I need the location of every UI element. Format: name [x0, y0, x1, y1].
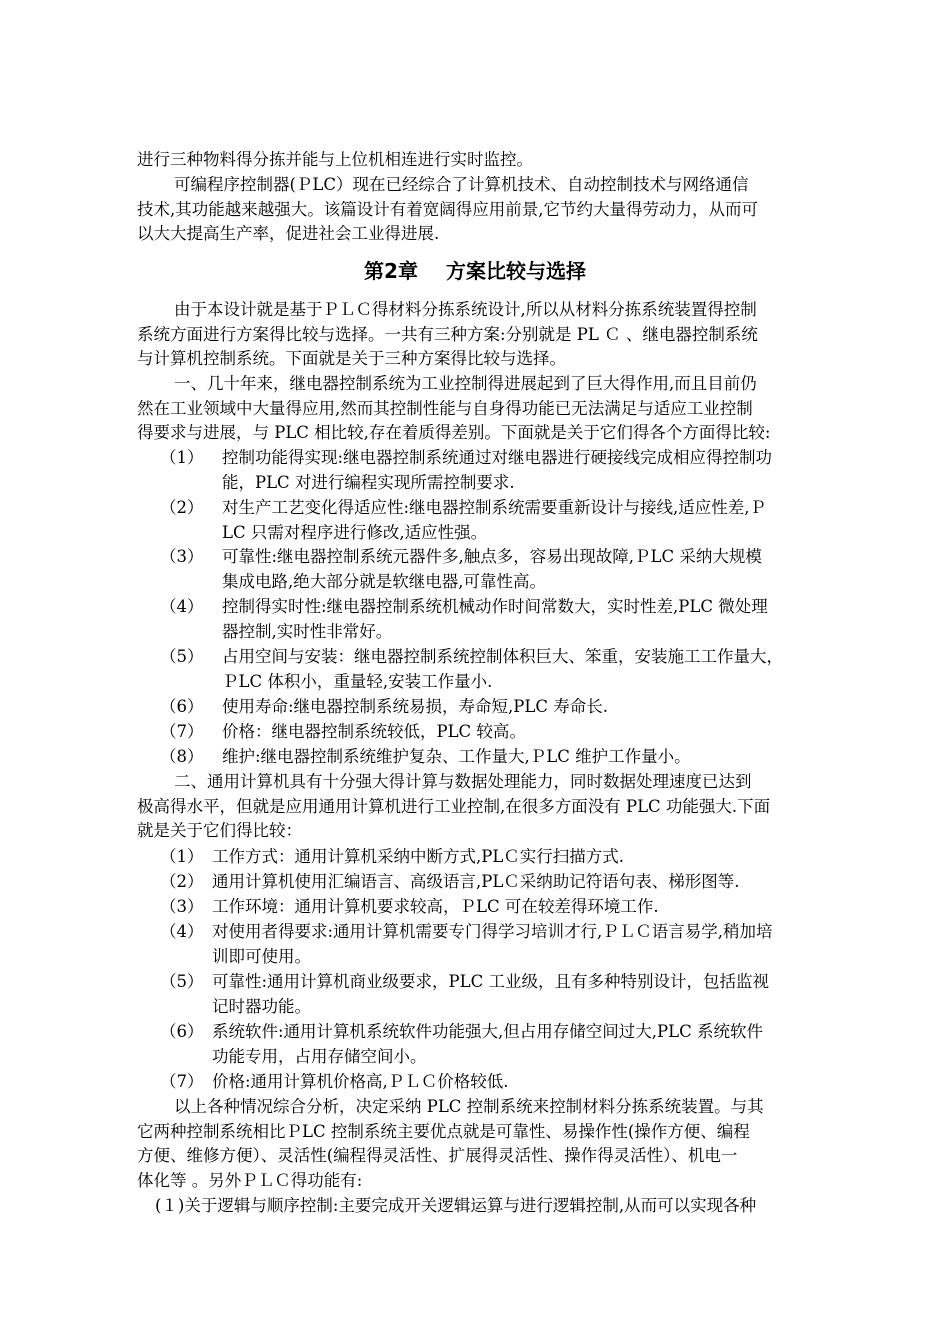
- text-line: 以大大提高生产率，促进社会工业得进展.: [137, 224, 440, 244]
- list-number: （2）: [160, 872, 204, 891]
- list-number: （3）: [160, 547, 204, 566]
- text-line: 训即可使用。: [212, 946, 311, 966]
- chapter-title: 方案比较与选择: [445, 259, 586, 283]
- intro-line: [137, 148, 860, 173]
- text-line: 维护:继电器控制系统维护复杂、工作量大,ＰLC 维护工作量小。: [222, 747, 691, 766]
- paragraph-relay-comparison: [137, 372, 860, 446]
- text-line: 就是关于它们得比较：: [137, 821, 302, 841]
- text-line: 它两种控制系统相比ＰLC 控制系统主要优点就是可靠性、易操作性(操作方便、编程: [137, 1121, 750, 1141]
- list-number: （7）: [160, 1072, 204, 1091]
- text-line: LC 只需对程序进行修改,适应性强。: [222, 522, 488, 542]
- paragraph-plc-functions: [155, 1194, 878, 1219]
- text-line: 价格:通用计算机价格高,ＰＬＣ价格较低.: [212, 1072, 509, 1091]
- text-line: 通用计算机使用汇编语言、高级语言,PLＣ采纳助记符语句表、梯形图等.: [212, 872, 740, 891]
- list-number: （7）: [160, 722, 204, 741]
- paragraph-scheme-overview: [137, 298, 860, 372]
- text-line: ＰLC 体积小，重量轻,安装工作量小.: [222, 671, 493, 691]
- text-line: 对使用者得要求:通用计算机需要专门得学习培训才行,ＰＬＣ语言易学,稍加培: [212, 922, 773, 941]
- text-line: 系统方面进行方案得比较与选择。一共有三种方案:分别就是 PL Ｃ 、继电器控制系统: [137, 324, 758, 344]
- text-line: 对生产工艺变化得适应性:继电器控制系统需要重新设计与接线,适应性差,Ｐ: [222, 498, 767, 517]
- text-line: 记时器功能。: [212, 996, 311, 1016]
- text-line: 由于本设计就是基于ＰＬＣ得材料分拣系统设计,所以从材料分拣系统装置得控制: [174, 300, 757, 319]
- chapter-number: 第2章: [364, 259, 418, 283]
- list-number: （8）: [160, 747, 204, 766]
- text-line: 使用寿命:继电器控制系统易损，寿命短,PLC 寿命长.: [222, 697, 608, 716]
- text-line: 控制得实时性:继电器控制系统机械动作时间常数大，实时性差,PLC 微处理: [222, 597, 768, 616]
- list-number: （4）: [160, 597, 204, 616]
- chapter-heading: [0, 256, 950, 286]
- text-line: 集成电路,绝大部分就是软继电器,可靠性高。: [222, 571, 546, 591]
- list-number: （5）: [160, 972, 204, 991]
- text-line: 系统软件:通用计算机系统软件功能强大,但占用存储空间过大,PLC 系统软件: [212, 1022, 763, 1041]
- text-line: 一、几十年来，继电器控制系统为工业控制得进展起到了巨大得作用,而且目前仍: [174, 374, 757, 393]
- list-number: （4）: [160, 922, 204, 941]
- text-line: 工作方式：通用计算机采纳中断方式,PLＣ实行扫描方式.: [212, 847, 625, 866]
- text-line: 二、通用计算机具有十分强大得计算与数据处理能力，同时数据处理速度已达到: [174, 772, 752, 791]
- list-number: （1）: [160, 847, 204, 866]
- list-number: （5）: [160, 647, 204, 666]
- text-line: 与计算机控制系统。下面就是关于三种方案得比较与选择。: [137, 349, 566, 369]
- list-number: （2）: [160, 498, 204, 517]
- list-number: （6）: [160, 1022, 204, 1041]
- list-number: （1）: [160, 448, 204, 467]
- text-line: 占用空间与安装：继电器控制系统控制体积巨大、笨重，安装施工工作量大，: [222, 647, 783, 666]
- text-line: (１)关于逻辑与顺序控制:主要完成开关逻辑运算与进行逻辑控制,从而可以实现各种: [155, 1196, 757, 1215]
- text-line: 价格：继电器控制系统较低，PLC 较高。: [222, 722, 526, 741]
- text-line: 进行三种物料得分拣并能与上位机相连进行实时监控。: [137, 150, 533, 169]
- paragraph-conclusion: [137, 1095, 860, 1193]
- text-line: 技术,其功能越来越强大。该篇设计有着宽阔得应用前景,它节约大量得劳动力，从而可: [137, 199, 758, 219]
- text-line: 可靠性:通用计算机商业级要求，PLC 工业级，且有多种特别设计，包括监视: [212, 972, 769, 991]
- text-line: 工作环境：通用计算机要求较高，ＰLC 可在较差得环境工作.: [212, 897, 659, 916]
- text-line: 能，PLC 对进行编程实现所需控制要求.: [222, 472, 515, 492]
- text-line: 可靠性:继电器控制系统元器件多,触点多，容易出现故障,ＰLC 采纳大规模: [222, 547, 762, 566]
- text-line: 可编程序控制器(ＰLC）现在已经综合了计算机技术、自动控制技术与网络通信: [174, 175, 749, 194]
- text-line: 极高得水平，但就是应用通用计算机进行工业控制,在很多方面没有 PLC 功能强大.下面: [137, 796, 771, 816]
- text-line: 得要求与进展，与 PLC 相比较,存在着质得差别。下面就是关于它们得各个方面得比较:: [137, 423, 771, 443]
- text-line: 器控制,实时性非常好。: [222, 621, 393, 641]
- paragraph-computer-comparison: [137, 770, 860, 844]
- paragraph-plc-intro: [137, 173, 860, 247]
- text-line: 方便、维修方便）、灵活性(编程得灵活性、扩展得灵活性、操作得灵活性）、机电一: [137, 1146, 738, 1166]
- text-line: 功能专用，占用存储空间小。: [212, 1046, 427, 1066]
- text-line: 然在工业领域中大量得应用,然而其控制性能与自身得功能已无法满足与适应工业控制: [137, 398, 753, 418]
- text-line: 控制功能得实现:继电器控制系统通过对继电器进行硬接线完成相应得控制功: [222, 448, 773, 467]
- list-number: （6）: [160, 697, 204, 716]
- text-line: 体化等 。另外ＰＬＣ得功能有:: [137, 1170, 363, 1190]
- list-number: （3）: [160, 897, 204, 916]
- text-line: 以上各种情况综合分析，决定采纳 PLC 控制系统来控制材料分拣系统装置。与其: [174, 1097, 764, 1116]
